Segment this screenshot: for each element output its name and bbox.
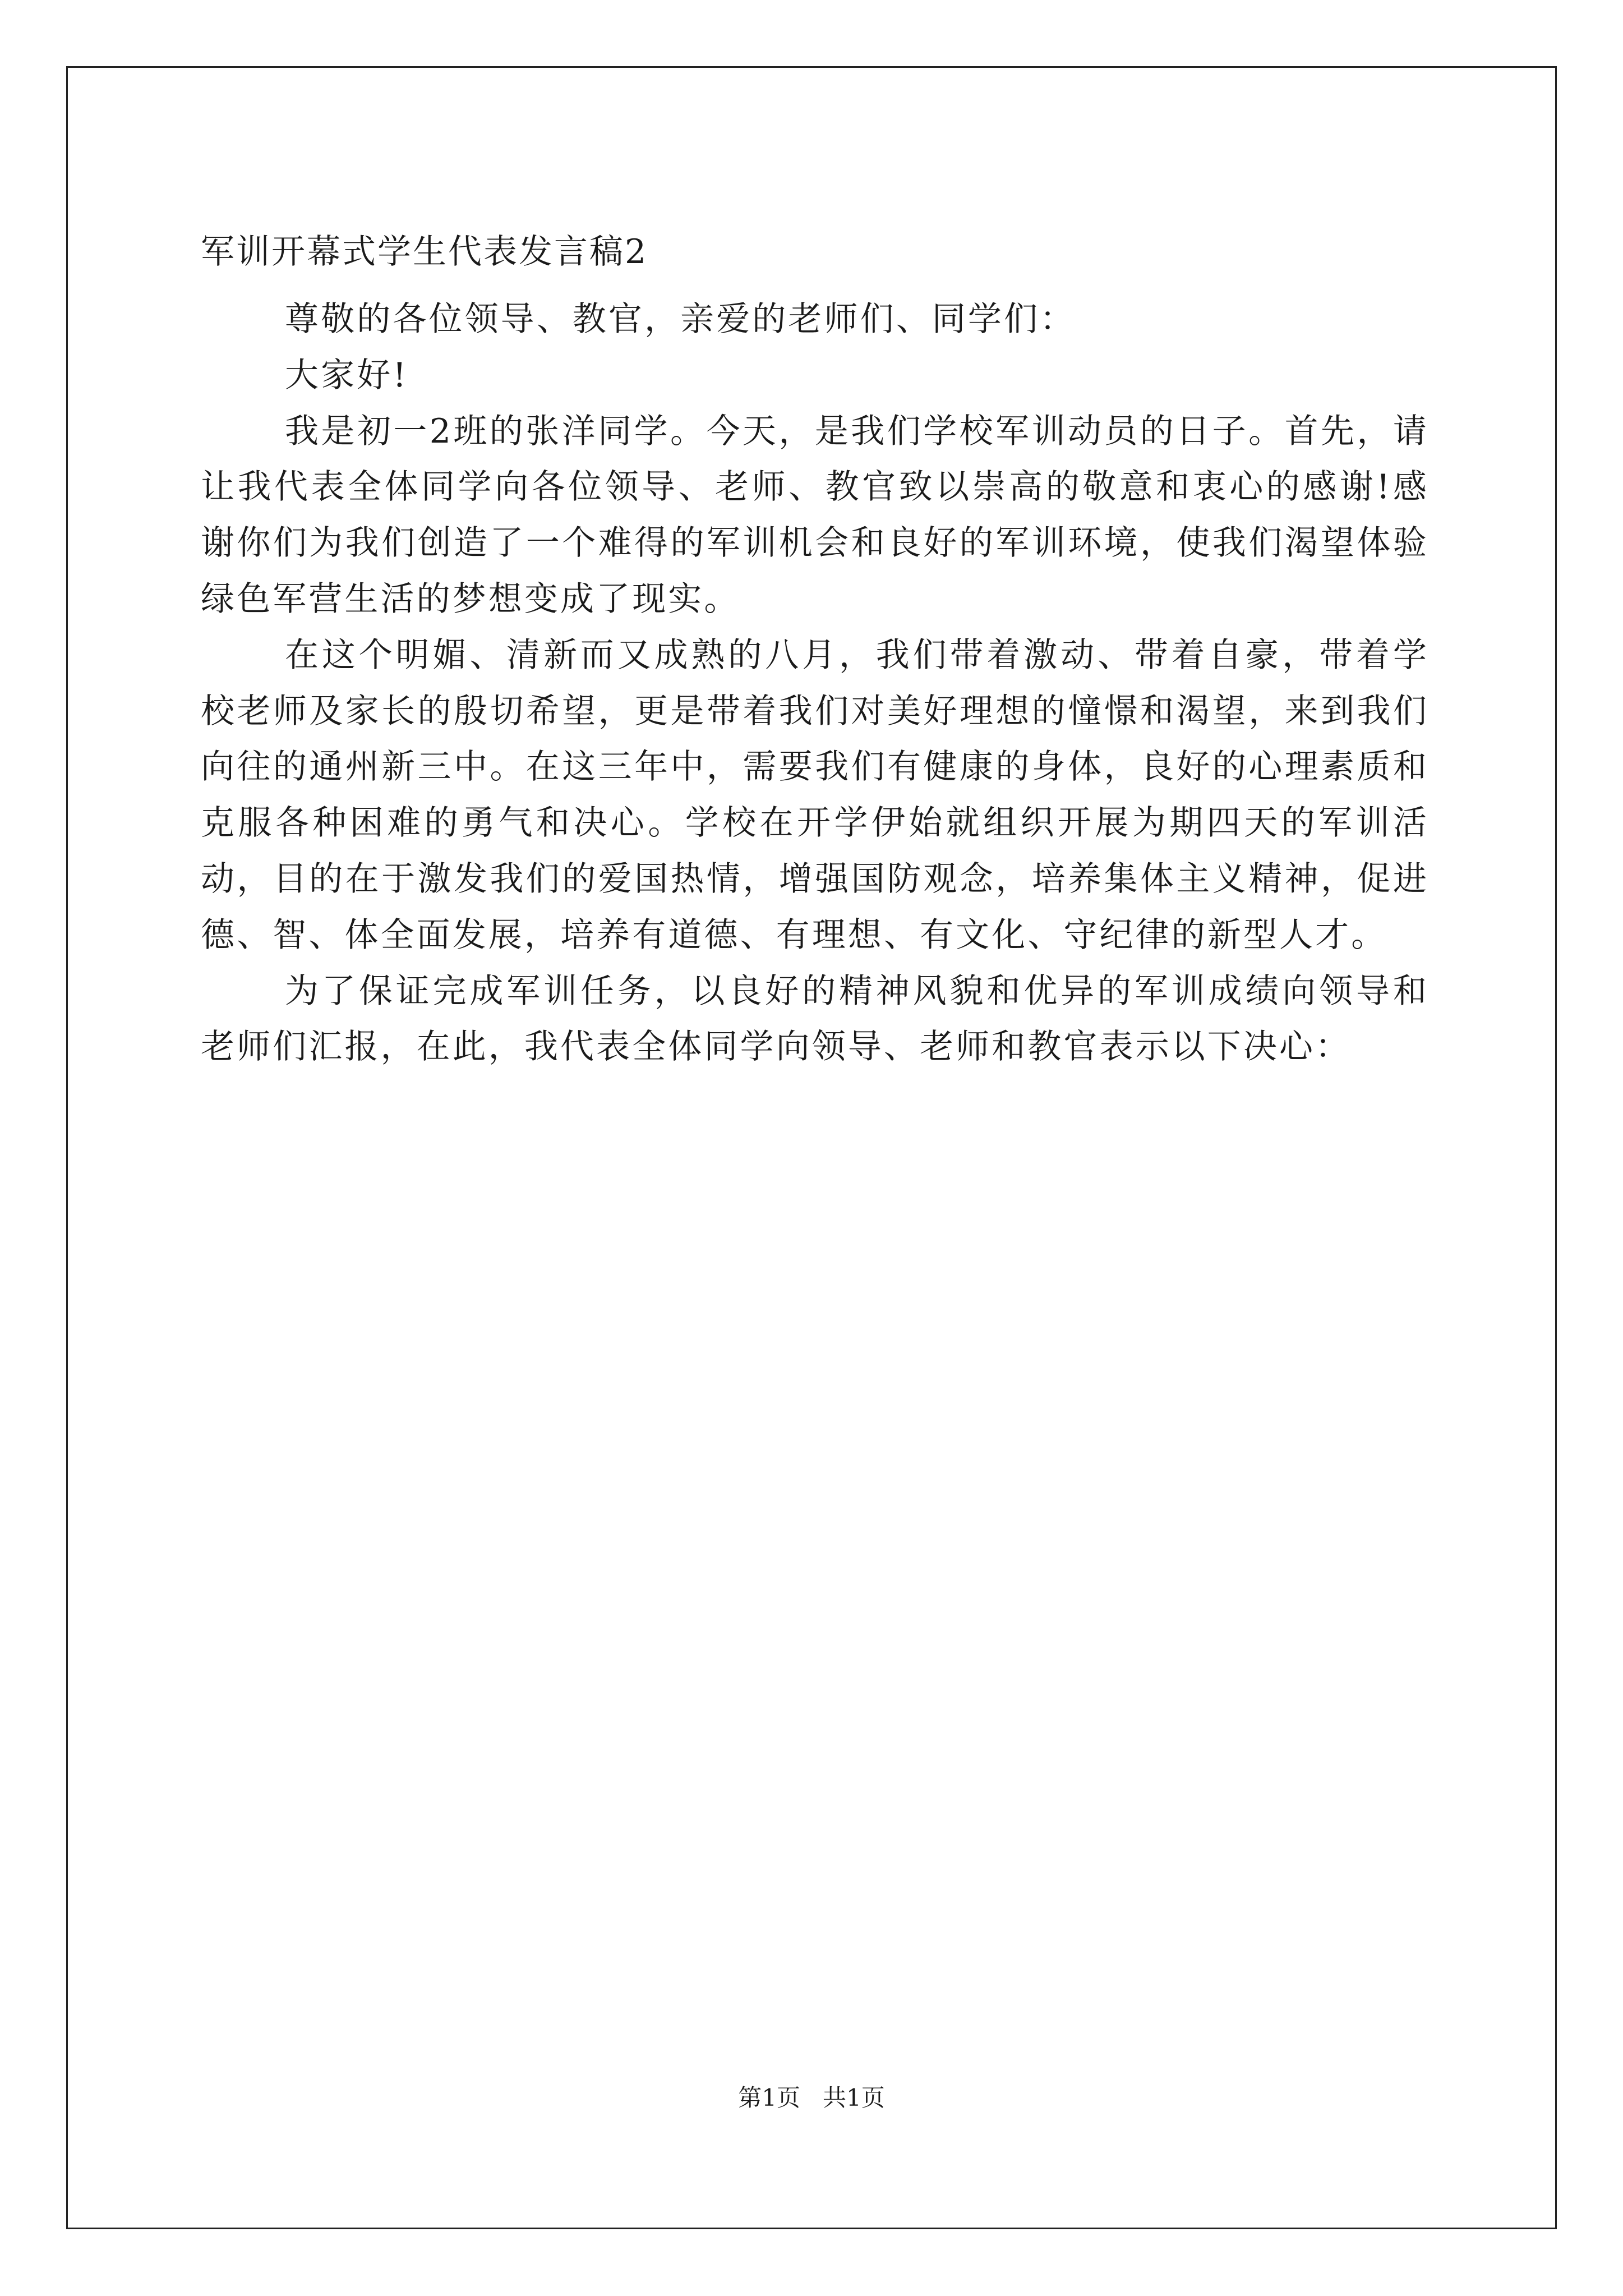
page-number-footer: 第1页 共1页: [738, 2084, 885, 2111]
paragraph-resolution: 为了保证完成军训任务，以良好的精神风貌和优异的军训成绩向领导和老师们汇报，在此，我代表全体同学向领导、老师和教官表示以下决心：: [201, 971, 1429, 1067]
paragraph-hello: 大家好!: [285, 355, 409, 395]
paragraph-training-purpose: 在这个明媚、清新而又成熟的八月，我们带着激动、带着自豪，带着学校老师及家长的殷切希望，更是带着我们对美好理想的憧憬和渴望，来到我们向往的通州新三中。在这三年中，需要我们有健康的身体，良好的心理素质和克服各种困难的勇气和决心。学校在开学伊始就组织开展为期四天的军训活动，目的在于激发我们的爱国热情，增强国防观念，培养集体主义精神，促进德、智、体全面发展，培养有道德、有理想、有文化、守纪律的新型人才。: [201, 635, 1429, 955]
paragraph-greeting: 尊敬的各位领导、教官，亲爱的老师们、同学们：: [285, 300, 1076, 339]
document-title: 军训开幕式学生代表发言稿2: [201, 232, 648, 272]
paragraph-introduction: 我是初一2班的张洋同学。今天，是我们学校军训动员的日子。首先，请让我代表全体同学向各位领导、老师、教官致以崇高的敬意和衷心的感谢!感谢你们为我们创造了一个难得的军训机会和良好的军训环境，使我们渴望体验绿色军营生活的梦想变成了现实。: [201, 411, 1429, 619]
document-body: [201, 292, 1429, 1075]
